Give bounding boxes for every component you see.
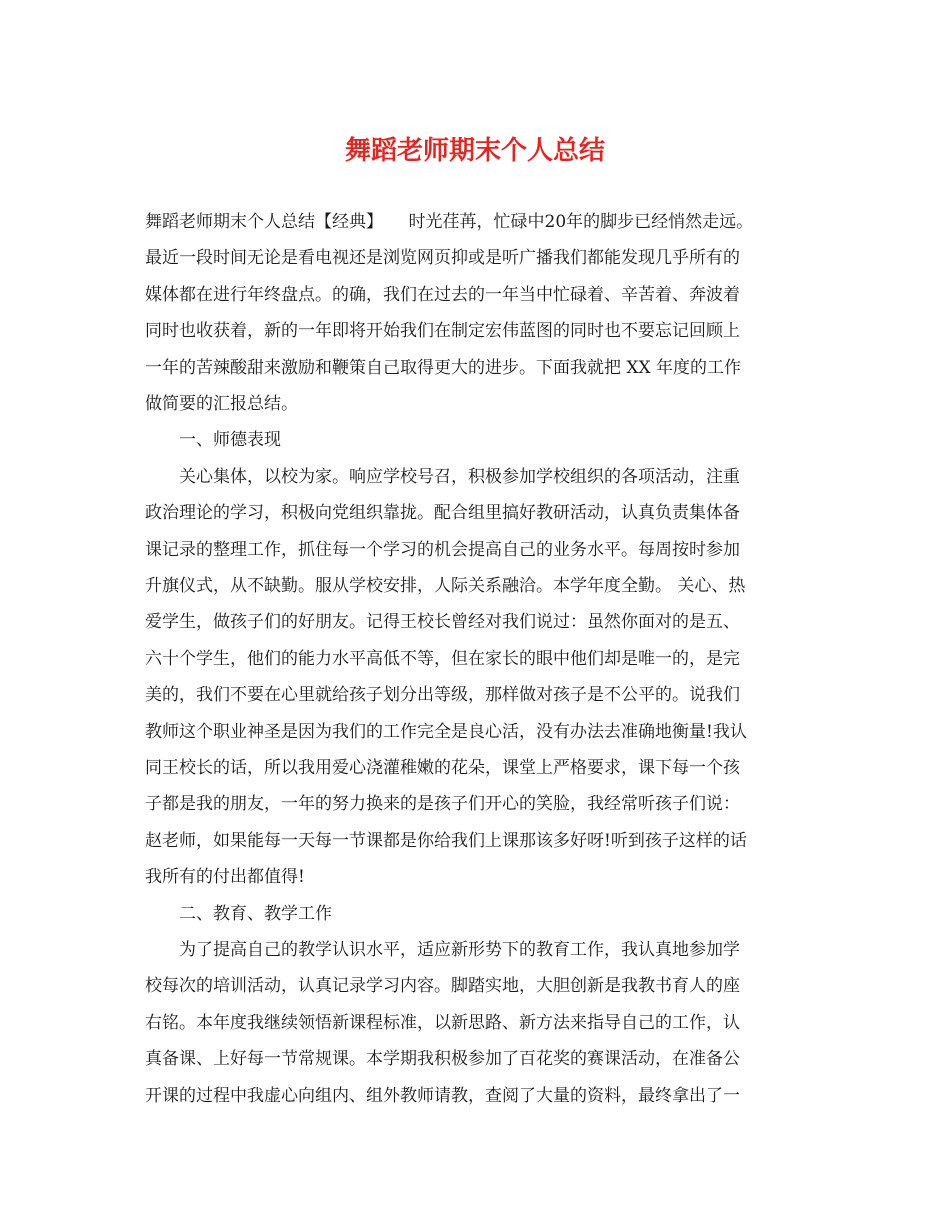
body-line: 升旗仪式，从不缺勤。服从学校安排，人际关系融洽。本学年度全勤。 关心、热 [145, 576, 746, 596]
body-line: 关心集体，以校为家。响应学校号召，积极参加学校组织的各项活动，注重 [145, 466, 740, 487]
body-line: 美的，我们不要在心里就给孩子划分出等级，那样做对孩子是不公平的。说我们 [145, 685, 740, 706]
body-line: 六十个学生，他们的能力水平高低不等，但在家长的眼中他们却是唯一的，是完 [145, 648, 740, 669]
body-line: 赵老师，如果能每一天每一节课都是你给我们上课那该多好呀!听到孩子这样的话 [145, 830, 747, 851]
body-line: 爱学生，做孩子们的好朋友。记得王校长曾经对我们说过：虽然你面对的是五、 [145, 612, 740, 633]
body-line: 最近一段时间无论是看电视还是浏览网页抑或是听广播我们都能发现几乎所有的 [145, 248, 740, 269]
body-line: 舞蹈老师期末个人总结【经典】 时光荏苒，忙碌中20年的脚步已经悄然走远。 [145, 212, 754, 232]
body-line: 开课的过程中我虚心向组内、组外教师请教，查阅了大量的资料，最终拿出了一 [145, 1085, 740, 1106]
body-line: 同王校长的话，所以我用爱心浇灌稚嫩的花朵，课堂上严格要求，课下每一个孩 [145, 758, 740, 778]
body-line: 真备课、上好每一节常规课。本学期我积极参加了百花奖的赛课活动，在准备公 [145, 1049, 740, 1070]
body-line: 校每次的培训活动，认真记录学习内容。脚踏实地，大胆创新是我教书育人的座 [145, 976, 740, 997]
body-line: 右铭。本年度我继续领悟新课程标准，以新思路、新方法来指导自己的工作，认 [145, 1012, 740, 1033]
body-line: 做简要的汇报总结。 [145, 394, 298, 414]
body-line: 我所有的付出都值得! [145, 867, 305, 888]
body-line: 一、师德表现 [145, 430, 281, 451]
body-line: 二、教育、教学工作 [145, 903, 332, 924]
body-line: 课记录的整理工作，抓住每一个学习的机会提高自己的业务水平。每周按时参加 [145, 539, 740, 560]
body-line: 媒体都在进行年终盘点。的确，我们在过去的一年当中忙碌着、辛苦着、奔波着 [145, 284, 740, 305]
body-line: 同时也收获着，新的一年即将开始我们在制定宏伟蓝图的同时也不要忘记回顾上 [145, 321, 740, 342]
body-line: 政治理论的学习，积极向党组织靠拢。配合组里搞好教研活动，认真负责集体备 [145, 503, 740, 524]
body-line: 子都是我的朋友，一年的努力换来的是孩子们开心的笑脸，我经常听孩子们说： [145, 794, 740, 815]
document-title: 舞蹈老师期末个人总结 [344, 136, 605, 166]
body-line: 教师这个职业神圣是因为我们的工作完全是良心活，没有办法去准确地衡量!我认 [145, 721, 747, 742]
body-line: 为了提高自己的教学认识水平，适应新形势下的教育工作，我认真地参加学 [145, 940, 740, 960]
body-line: 一年的苦辣酸甜来激励和鞭策自己取得更大的进步。下面我就把 XX 年度的工作 [145, 357, 742, 378]
